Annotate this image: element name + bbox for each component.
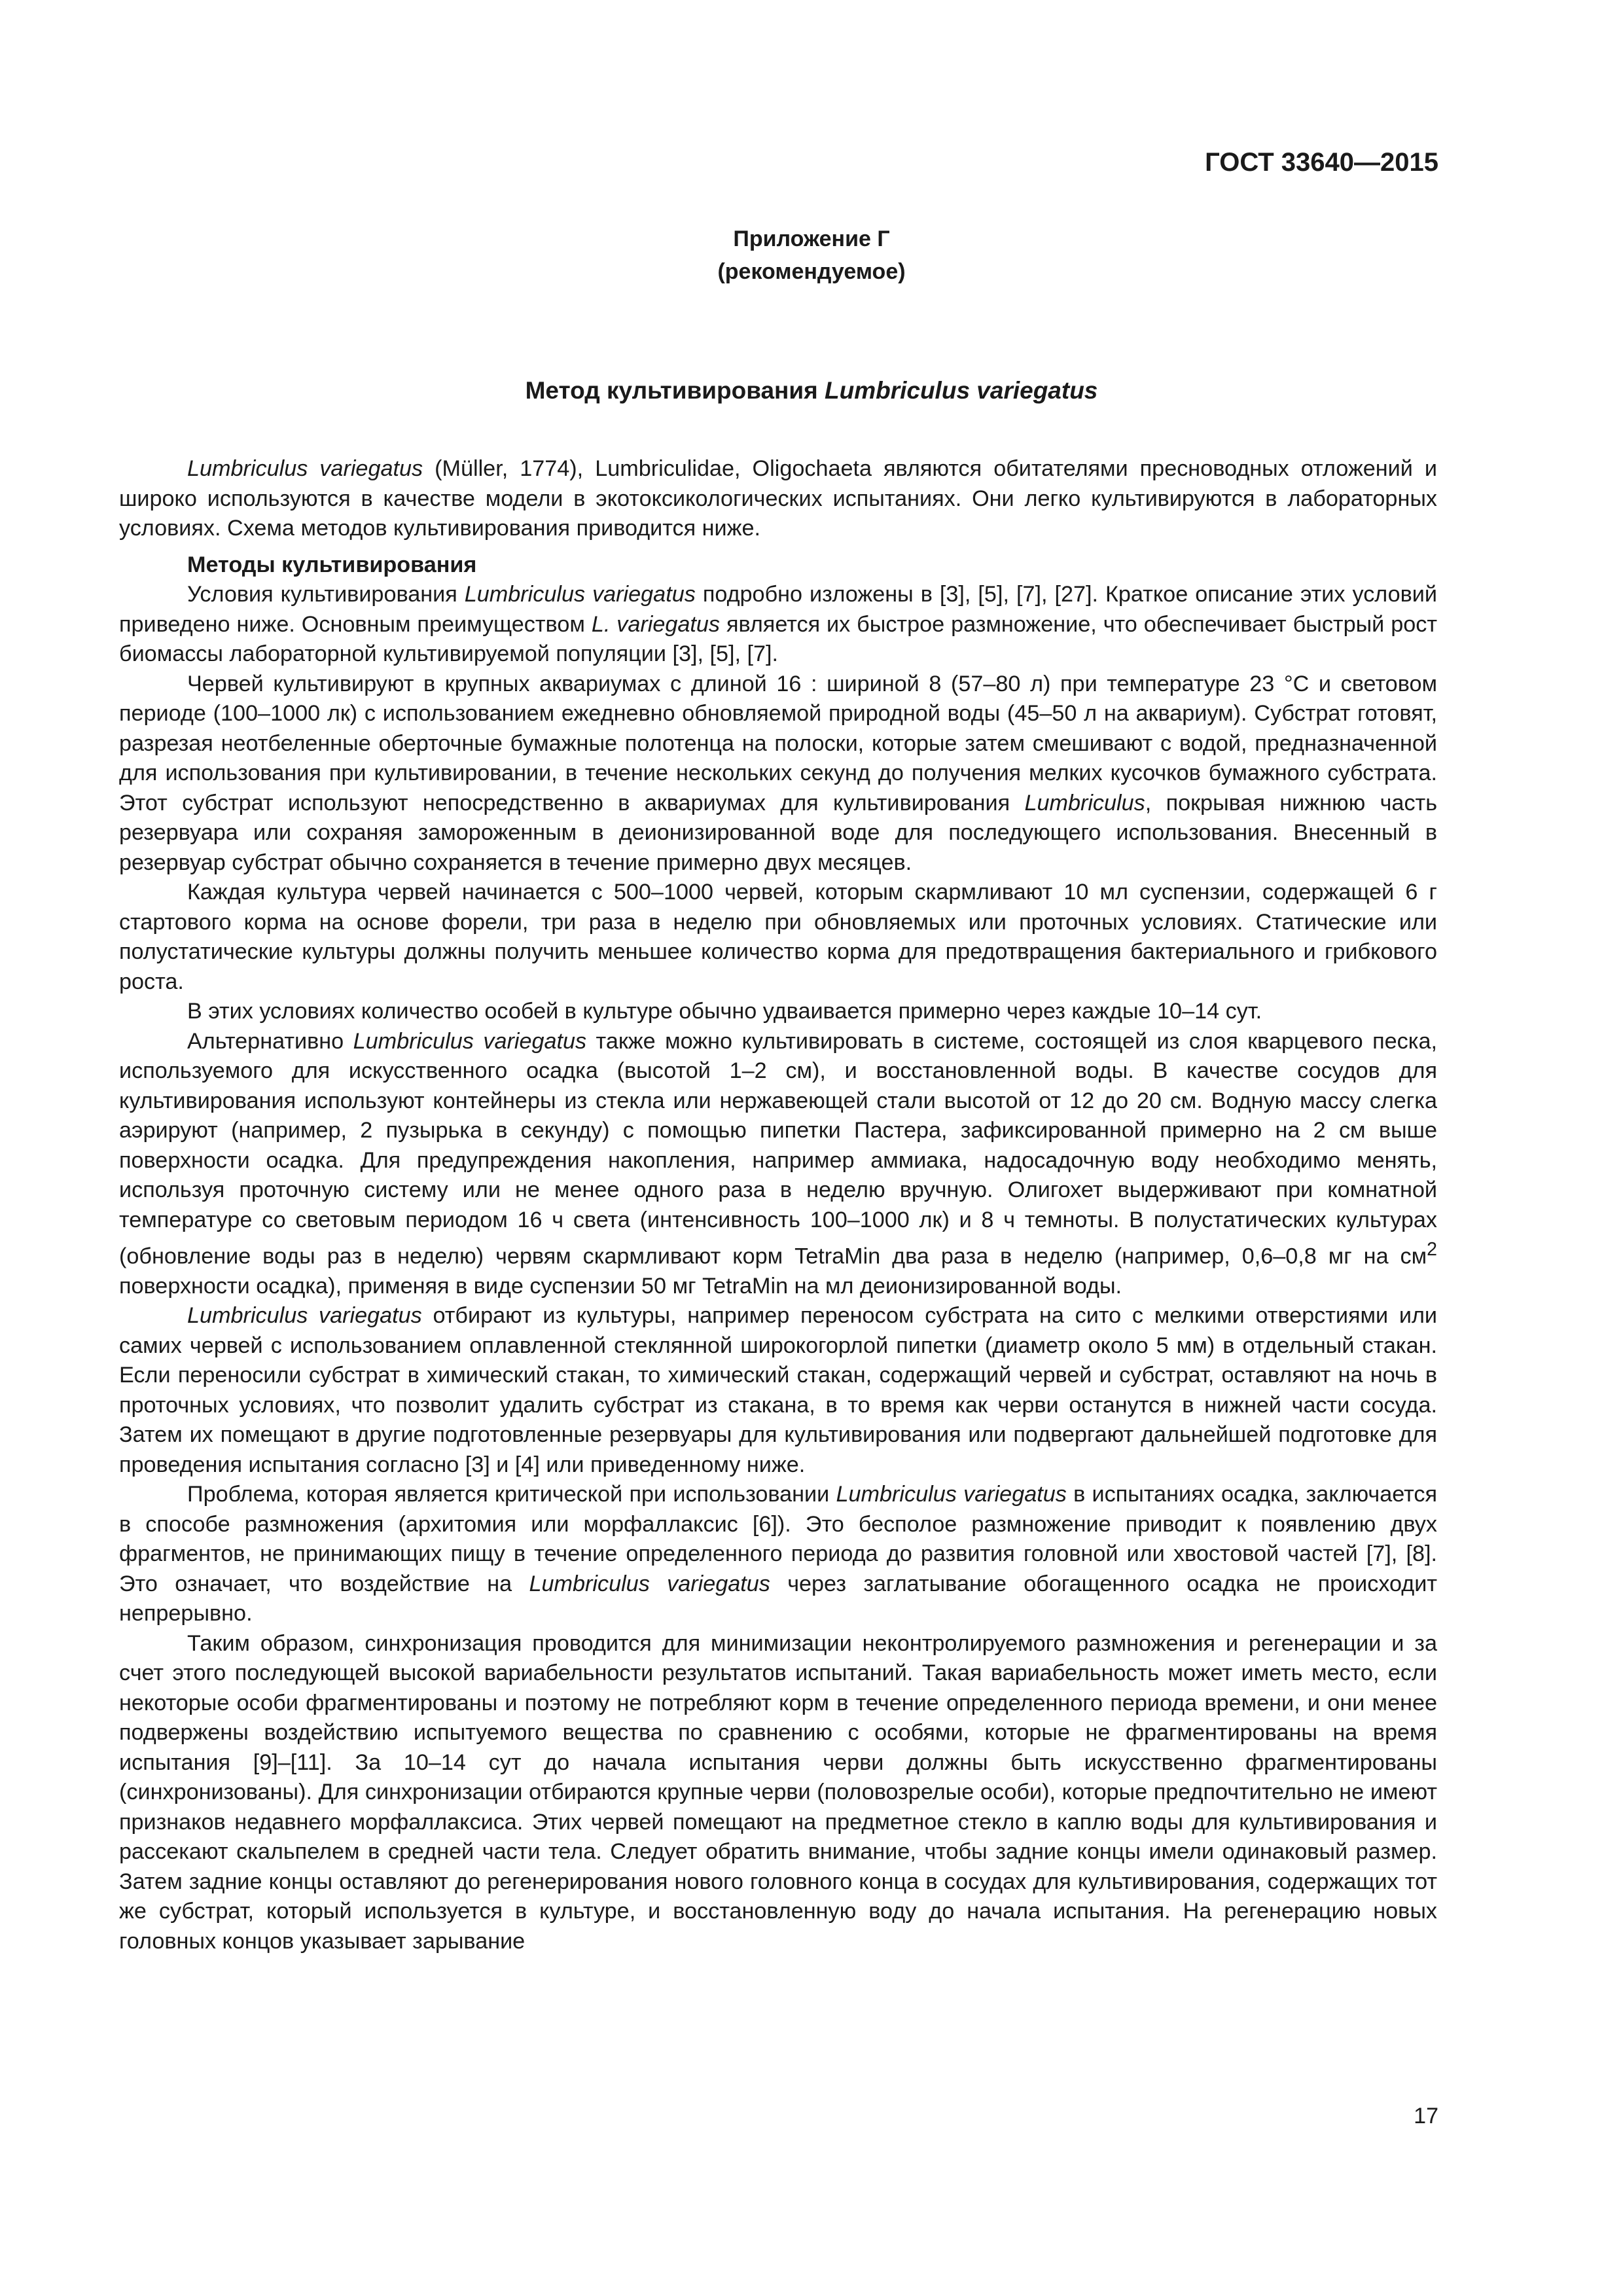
- species-name: Lumbriculus: [1024, 790, 1145, 816]
- paragraph: В этих условиях количество особей в культуре обычно удваивается примерно через каждые 10–14 сут.: [187, 999, 1262, 1024]
- species-name: Lumbriculus variegatus: [187, 456, 423, 481]
- superscript: 2: [1427, 1239, 1437, 1260]
- document-code: ГОСТ 33640—2015: [1205, 148, 1438, 177]
- paragraph-intro: [119, 454, 1437, 544]
- species-name: Lumbriculus variegatus: [464, 582, 696, 607]
- section-title: [0, 377, 1623, 404]
- text-run: через заглатывание обогащенного осадка не происходит непрерывно.: [119, 1571, 1438, 1626]
- appendix-heading: [0, 223, 1623, 288]
- text-run: в испытаниях осадка, заключается в способе размножения (архитомия или морфаллаксис [6]). Это бесполое размножение приводит к появлению двух фрагментов, не принимающих пищу в течение определенного периода до развития головной или хвостовой частей [7], [8]. Это означает, что воздействие на: [119, 1482, 1437, 1596]
- title-text: Метод культивирования: [525, 377, 825, 404]
- paragraph: [119, 1480, 1437, 1629]
- paragraph: [119, 670, 1437, 878]
- text-run: является их быстрое размножение, что обеспечивает быстрый рост биомассы лабораторной культивируемой популяции [3], [5], [7].: [119, 611, 1437, 666]
- paragraph: [119, 1027, 1437, 1302]
- paragraph: Каждая культура червей начинается с 500–1000 червей, которым скармливают 10 мл суспензии, содержащей 6 г стартового корма на основе форели, три раза в неделю при обновляемых или проточных условиях. Статические или полустатические культуры должны получить меньшее количество корма для предотвращения бактериального и грибкового роста.: [119, 880, 1437, 994]
- text-run: , покрывая нижнюю часть резервуара или сохраняя замороженным в деионизированной воде для последующего использования. Внесенный в резервуар субстрат обычно сохраняется в течение примерно двух месяцев.: [119, 790, 1438, 875]
- text-run: отбирают из культуры, например переносом субстрата на сито с мелкими отверстиями или самих червей с использованием оплавленной стеклянной широкогорлой пипетки (диаметр около 5 мм) в отдельный стакан. Если переносили субстрат в химический стакан, то химический стакан, содержащий червей и субстрат, оставляют на ночь в проточных условиях, что позволит удалить субстрат из стакана, в то время как черви останутся в нижней части сосуда. Затем их помещают в другие подготовленные резервуары для культивирования или подвергают дальнейшей подготовке для проведения испытания согласно [3] и [4] или приведенному ниже.: [119, 1303, 1437, 1477]
- text-run: Альтернативно: [187, 1028, 353, 1054]
- text-run: подробно изложены в [3], [5], [7], [27]. Краткое описание этих условий приведено ниже. Основным преимуществом: [119, 582, 1437, 637]
- paragraph: [119, 1301, 1437, 1480]
- text-run: (Müller, 1774), Lumbriculidae, Oligochaeta являются обитателями пресноводных отложений и широко используются в качестве модели в экотоксикологических испытаниях. Они легко культивируются в лабораторных условиях. Схема методов культивирования приводится ниже.: [119, 456, 1437, 541]
- paragraph: Таким образом, синхронизация проводится для минимизации неконтролируемого размножения и регенерации и за счет этого последующей высокой вариабельности результатов испытаний. Такая вариабельность может иметь место, если некоторые особи фрагментированы и поэтому не потребляют корм в течение определенного периода времени, и они менее подвержены воздействию испытуемого вещества по сравнению с особями, которые не фрагментированы на время испытания [9]–[11]. За 10–14 сут до начала испытания черви должны быть искусственно фрагментированы (синхронизованы). Для синхронизации отбираются крупные черви (половозрелые особи), которые предпочтительно не имеют признаков недавнего морфаллаксиса. Этих червей помещают на предметное стекло в каплю воды для культивирования и рассекают скальпелем в средней части тела. Следует обратить внимание, чтобы задние концы имели одинаковый размер. Затем задние концы оставляют до регенерирования нового головного конца в сосудах для культивирования, содержащих тот же субстрат, который используется в культуре, и восстановленную воду до начала испытания. На регенерацию новых головных концов указывает зарывание: [119, 1630, 1437, 1954]
- appendix-status: (рекомендуемое): [717, 259, 906, 284]
- species-name: Lumbriculus variegatus: [187, 1303, 422, 1329]
- species-name: Lumbriculus variegatus: [353, 1028, 587, 1054]
- species-name: L. variegatus: [591, 611, 721, 637]
- text-run: Проблема, которая является критической при использовании: [187, 1482, 836, 1507]
- title-species: Lumbriculus variegatus: [825, 377, 1098, 404]
- text-run: поверхности осадка), применяя в виде суспензии 50 мг TetraMin на мл деионизированной воды.: [119, 1273, 1122, 1299]
- body-text: [119, 454, 1437, 1956]
- text-run: также можно культивировать в системе, состоящей из слоя кварцевого песка, используемого для искусственного осадка (высотой 1–2 см), и восстановленной воды. В качестве сосудов для культивирования используют контейнеры из стекла или нержавеющей стали высотой от 12 до 20 см. Водную массу слегка аэрируют (например, 2 пузырька в секунду) с помощью пипетки Пастера, зафиксированной примерно на 2 см выше поверхности осадка. Для предупреждения накопления, например аммиака, надосадочную воду необходимо менять, используя проточную систему или не менее одного раза в неделю вручную. Олигохет выдерживают при комнатной температуре со световым периодом 16 ч света (интенсивность 100–1000 лк) и 8 ч темноты. В полустатических культурах (обновление воды раз в неделю) червям скармливают корм TetraMin два раза в неделю (например, 0,6–0,8 мг на см: [119, 1028, 1437, 1269]
- species-name: Lumbriculus variegatus: [836, 1482, 1067, 1507]
- page-number: 17: [1414, 2104, 1438, 2128]
- species-name: Lumbriculus variegatus: [529, 1571, 770, 1596]
- paragraph: [119, 580, 1437, 670]
- subsection-heading: Методы культивирования: [187, 552, 477, 577]
- text-run: Условия культивирования: [187, 582, 465, 607]
- appendix-label: Приложение Г: [733, 226, 890, 251]
- text-run: Червей культивируют в крупных аквариумах с длиной 16 : шириной 8 (57–80 л) при температуре 23 °С и световом периоде (100–1000 лк) с использованием ежедневно обновляемой природной воды (45–50 л на аквариум). Субстрат готовят, разрезая неотбеленные оберточные бумажные полотенца на полоски, которые затем смешивают с водой, предназначенной для использования при культивировании, в течение нескольких секунд до получения мелких кусочков бумажного субстрата. Этот субстрат используют непосредственно в аквариумах для культивирования: [119, 671, 1437, 816]
